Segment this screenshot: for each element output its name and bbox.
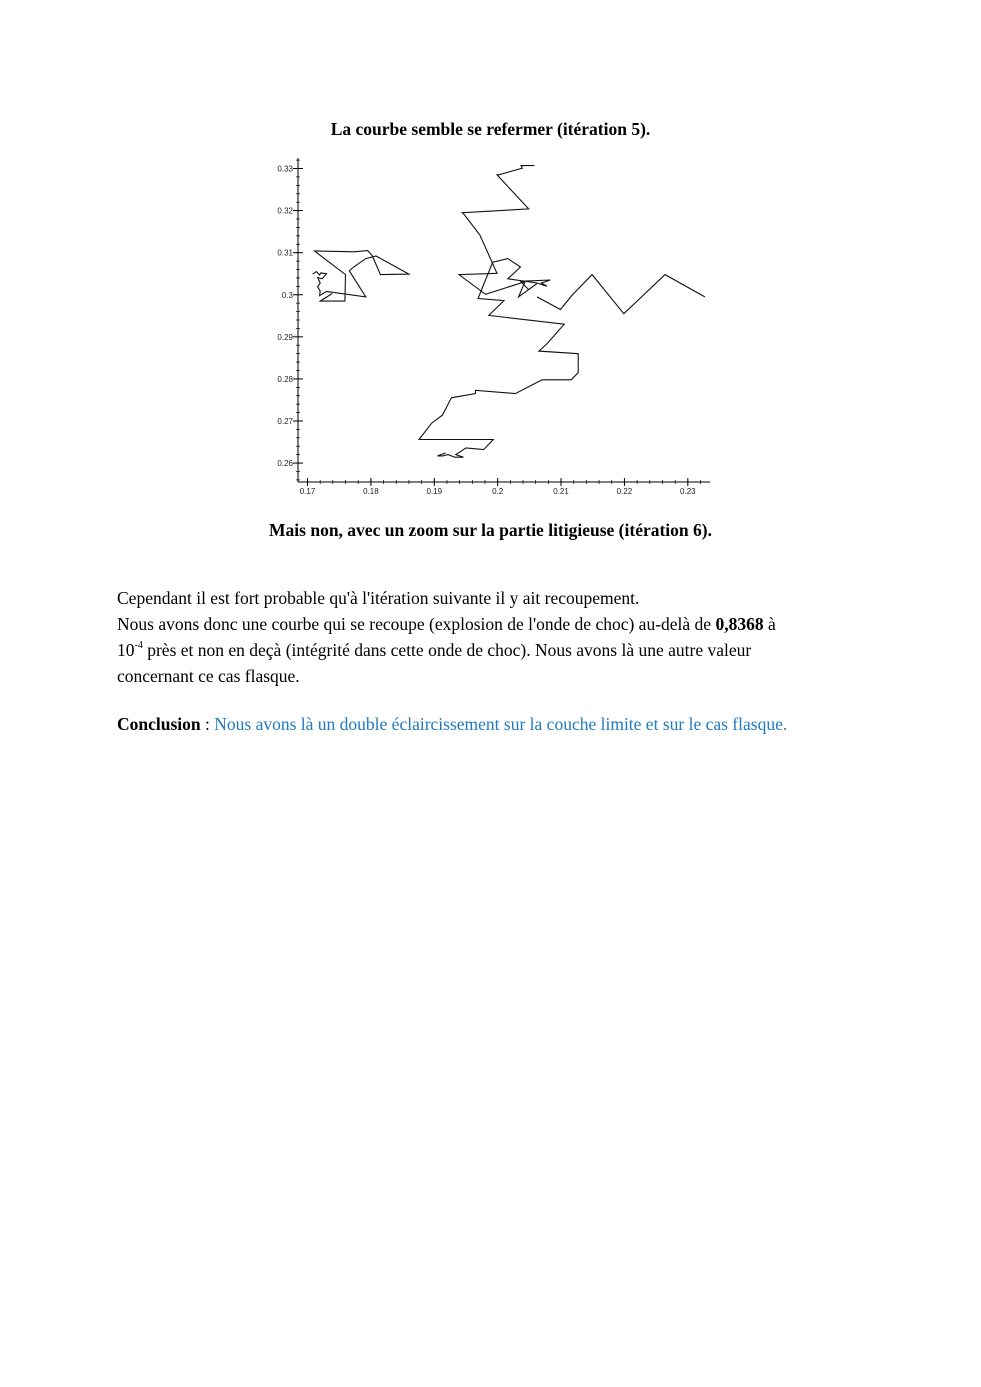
threshold-value: 0,8368 <box>715 614 764 634</box>
power-base: 10 <box>117 640 135 660</box>
conclusion-separator: : <box>200 714 215 734</box>
y-tick-label: 0.28 <box>277 374 293 384</box>
y-tick-label: 0.27 <box>277 416 293 426</box>
body-paragraph <box>117 585 864 689</box>
y-tick-label: 0.32 <box>277 206 293 216</box>
power-exponent: -4 <box>134 640 143 652</box>
x-tick-label: 0.19 <box>426 487 443 495</box>
conclusion-paragraph <box>117 713 864 736</box>
x-tick-label: 0.21 <box>553 487 569 495</box>
paragraph-line-2 <box>117 611 864 637</box>
figure-caption-top: La courbe semble se refermer (itération 5). <box>330 119 651 139</box>
paragraph-line-4: concernant ce cas flasque. <box>117 666 300 686</box>
x-tick-label: 0.23 <box>680 487 696 495</box>
series-line-left-loop <box>313 251 409 302</box>
line-3-text: près et non en deçà (intégrité dans cette onde de choc). Nous avons là une autre valeur <box>142 640 752 660</box>
plot-axes <box>277 158 710 495</box>
fractal-curve-plot <box>260 150 720 495</box>
conclusion-label: Conclusion <box>117 714 201 734</box>
figure-caption-bottom: Mais non, avec un zoom sur la partie litigieuse (itération 6). <box>269 520 712 540</box>
paragraph-line-1: Cependant il est fort probable qu'à l'itération suivante il y ait recoupement. <box>117 588 640 608</box>
line-2-text: Nous avons donc une courbe qui se recoupe (explosion de l'onde de choc) au-delà de <box>117 614 716 634</box>
y-tick-label: 0.26 <box>277 459 293 469</box>
y-tick-label: 0.31 <box>277 248 293 258</box>
x-tick-label: 0.17 <box>299 487 316 495</box>
x-tick-label: 0.18 <box>363 487 379 495</box>
series-line-right-zigzag <box>537 275 705 314</box>
x-tick-label: 0.2 <box>492 487 504 495</box>
y-tick-label: 0.33 <box>277 164 293 174</box>
y-tick-label: 0.29 <box>277 332 293 342</box>
paragraph-line-3 <box>117 637 864 663</box>
series-line-curve <box>419 166 578 458</box>
conclusion-text: Nous avons là un double éclaircissement sur la couche limite et sur le cas flasque. <box>214 714 788 734</box>
plot-series <box>313 166 705 458</box>
line-2-tail: à <box>763 614 776 634</box>
x-tick-label: 0.22 <box>616 487 633 495</box>
y-tick-label: 0.3 <box>281 290 293 300</box>
